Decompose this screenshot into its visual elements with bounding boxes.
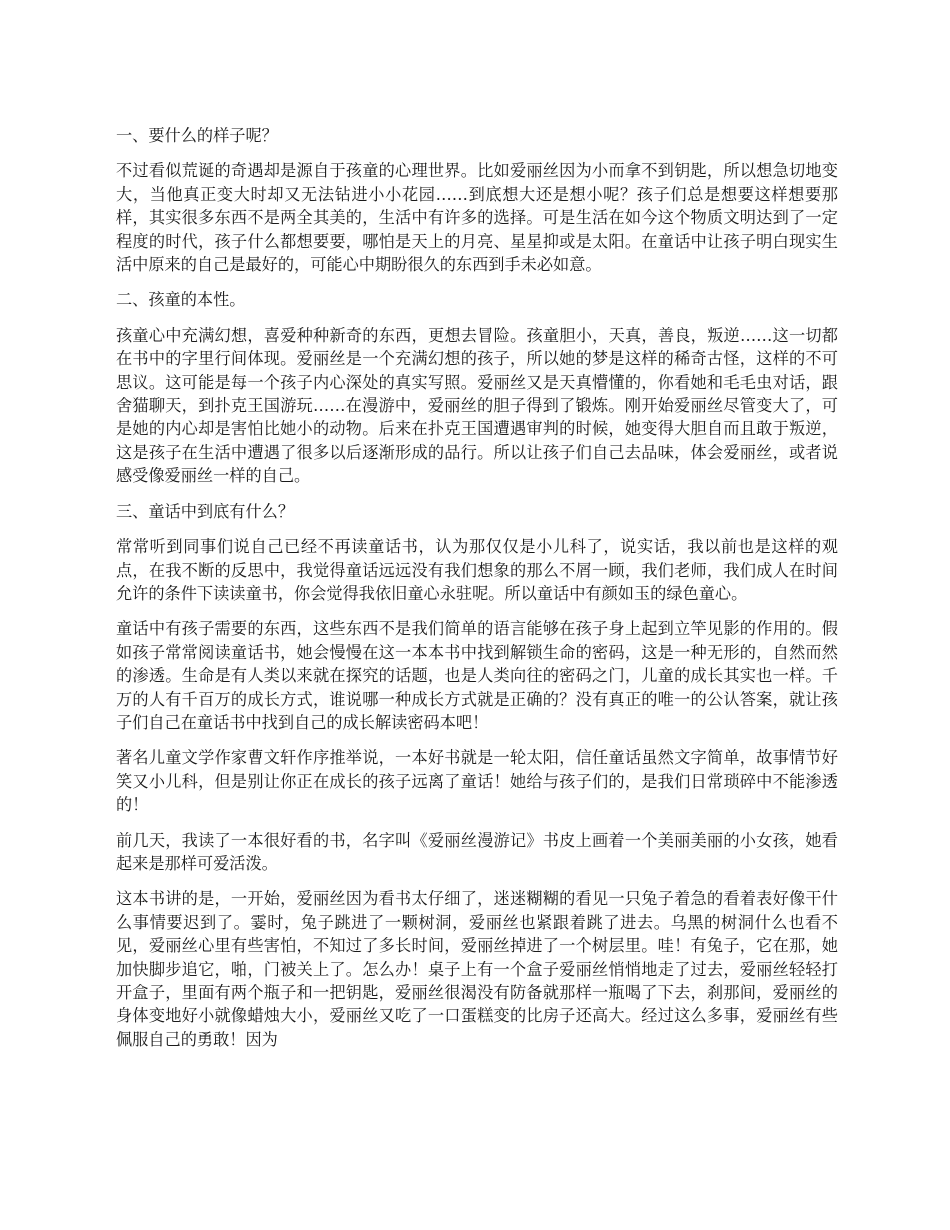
- paragraph-4: 童话中有孩子需要的东西，这些东西不是我们简单的语言能够在孩子身上起到立竿见影的作用的。假如孩子常常阅读童话书，她会慢慢在这一本本书中找到解锁生命的密码，这是一种无形的，自然而然的渗透。生命是有人类以来就在探究的话题，也是人类向往的密码之门，儿童的成长其实也一样。千万的人有千百万的成长方式，谁说哪一种成长方式就是正确的？没有真正的唯一的公认答案，就让孩子们自己在童话书中找到自己的成长解读密码本吧！: [116, 619, 838, 732]
- section-heading-3: 三、童话中到底有什么？: [116, 501, 295, 521]
- paragraph-7: 这本书讲的是，一开始，爱丽丝因为看书太仔细了，迷迷糊糊的看见一只兔子着急的看着表好像干什么事情要迟到了。霎时，兔子跳进了一颗树洞，爱丽丝也紧跟着跳了进去。乌黑的树洞什么也看不见，爱丽丝心里有些害怕，不知过了多长时间，爱丽丝掉进了一个树层里。哇！有兔子，它在那，她加快脚步追它，啪，门被关上了。怎么办！桌子上有一个盒子爱丽丝悄悄地走了过去，爱丽丝轻轻打开盒子，里面有两个瓶子和一把钥匙，爱丽丝很渴没有防备就那样一瓶喝了下去，刹那间，爱丽丝的身体变地好小就像蜡烛大小，爱丽丝又吃了一口蛋糕变的比房子还高大。经过这么多事，爱丽丝有些佩服自己的勇敢！因为: [116, 889, 838, 1049]
- section-heading-1: 一、要什么的样子呢？: [116, 126, 278, 145]
- paragraph-2: 孩童心中充满幻想，喜爱种种新奇的东西，更想去冒险。孩童胆小，天真，善良，叛逆……这一切都在书中的字里行间体现。爱丽丝是一个充满幻想的孩子，所以她的梦是这样的稀奇古怪，这样的不可思议。这可能是每一个孩子内心深处的真实写照。爱丽丝又是天真懵懂的，你看她和毛毛虫对话，跟舍猫聊天，到扑克王国游玩……在漫游中，爱丽丝的胆子得到了锻炼。刚开始爱丽丝尽管变大了，可是她的内心却是害怕比她小的动物。后来在扑克王国遭遇审判的时候，她变得大胆自而且敢于叛逆，这是孩子在生活中遭遇了很多以后逐渐形成的品行。所以让孩子们自己去品味，体会爱丽丝，或者说感受像爱丽丝一样的自己。: [116, 325, 838, 486]
- paragraph-6: 前几天，我读了一本很好看的书，名字叫《爱丽丝漫游记》书皮上画着一个美丽美丽的小女孩，她看起来是那样可爱活泼。: [116, 830, 838, 873]
- document-page: [116, 124, 838, 1063]
- paragraph-5: 著名儿童文学作家曹文轩作序推举说，一本好书就是一轮太阳，信任童话虽然文字简单，故事情节好笑又小儿科，但是别让你正在成长的孩子远离了童话！她给与孩子们的，是我们日常琐碎中不能渗透的！: [116, 748, 838, 815]
- section-heading-2: 二、孩童的本性。: [116, 290, 246, 310]
- paragraph-3: 常常听到同事们说自己已经不再读童话书，认为那仅仅是小儿科了，说实话，我以前也是这样的观点，在我不断的反思中，我觉得童话远远没有我们想象的那么不屑一顾，我们老师，我们成人在时间允许的条件下读读童书，你会觉得我依旧童心永驻呢。所以童话中有颜如玉的绿色童心。: [116, 537, 838, 603]
- paragraph-1: 不过看似荒诞的奇遇却是源自于孩童的心理世界。比如爱丽丝因为小而拿不到钥匙，所以想急切地变大，当他真正变大时却又无法钻进小小花园……到底想大还是想小呢？孩子们总是想要这样想要那样，其实很多东西不是两全其美的，生活中有许多的选择。可是生活在如今这个物质文明达到了一定程度的时代，孩子什么都想要要，哪怕是天上的月亮、星星抑或是太阳。在童话中让孩子明白现实生活中原来的自己是最好的，可能心中期盼很久的东西到手未必如意。: [116, 161, 838, 275]
